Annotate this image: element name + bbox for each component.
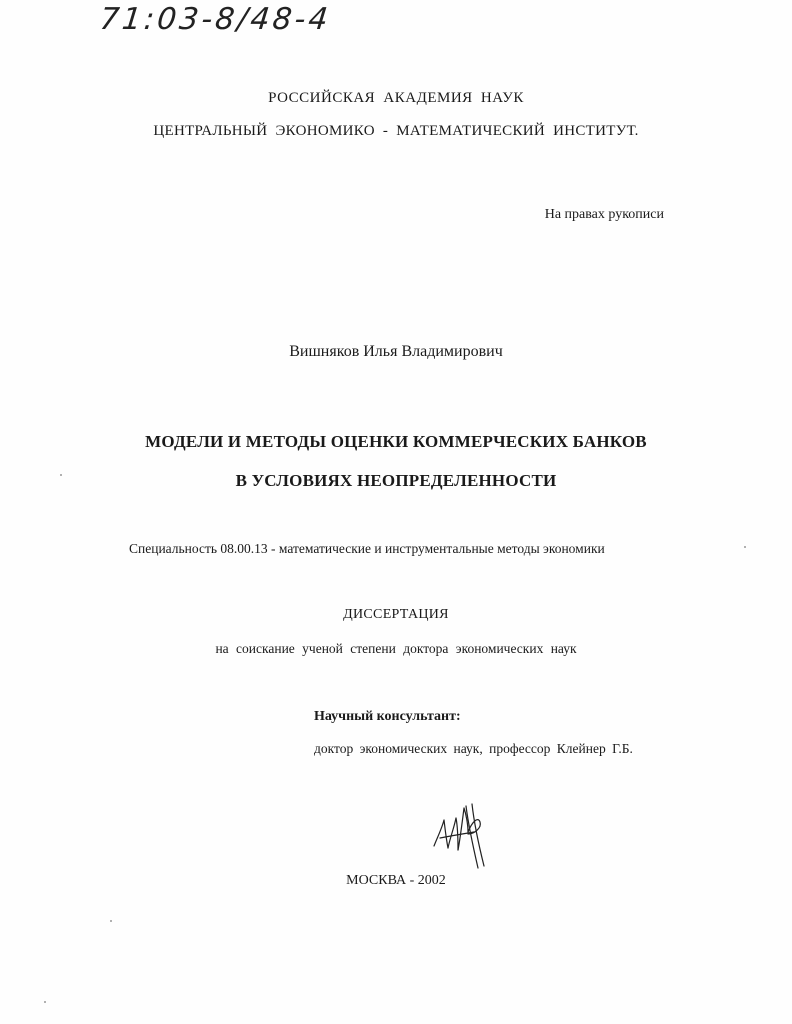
speciality-line: Специальность 08.00.13 - математические и инструментальные методы экономики xyxy=(129,541,605,556)
consultant-name: доктор экономических наук, профессор Клейнер Г.Б. xyxy=(314,741,633,756)
handwritten-archive-code: 71:03-8/48-4 xyxy=(98,2,333,37)
scan-speck xyxy=(60,474,62,476)
handwritten-signature xyxy=(428,798,498,870)
degree-line: на соискание ученой степени доктора экономических наук xyxy=(215,641,577,656)
scan-speck xyxy=(110,920,112,922)
city-and-year: МОСКВА - 2002 xyxy=(346,873,446,888)
scan-speck xyxy=(744,546,746,548)
author-name: Вишняков Илья Владимирович xyxy=(289,343,503,360)
thesis-title-line-1: МОДЕЛИ И МЕТОДЫ ОЦЕНКИ КОММЕРЧЕСКИХ БАНКОВ xyxy=(145,432,647,451)
thesis-title-line-2: В УСЛОВИЯХ НЕОПРЕДЕЛЕННОСТИ xyxy=(235,471,557,490)
document-genre: ДИССЕРТАЦИЯ xyxy=(343,607,449,622)
organization-line-2: ЦЕНТРАЛЬНЫЙ ЭКОНОМИКО - МАТЕМАТИЧЕСКИЙ ИНСТИТУТ. xyxy=(153,123,639,139)
scan-speck xyxy=(44,1001,46,1003)
consultant-label: Научный консультант: xyxy=(314,709,461,724)
organization-line-1: РОССИЙСКАЯ АКАДЕМИЯ НАУК xyxy=(268,90,524,106)
manuscript-rights-note: На правах рукописи xyxy=(544,207,664,222)
